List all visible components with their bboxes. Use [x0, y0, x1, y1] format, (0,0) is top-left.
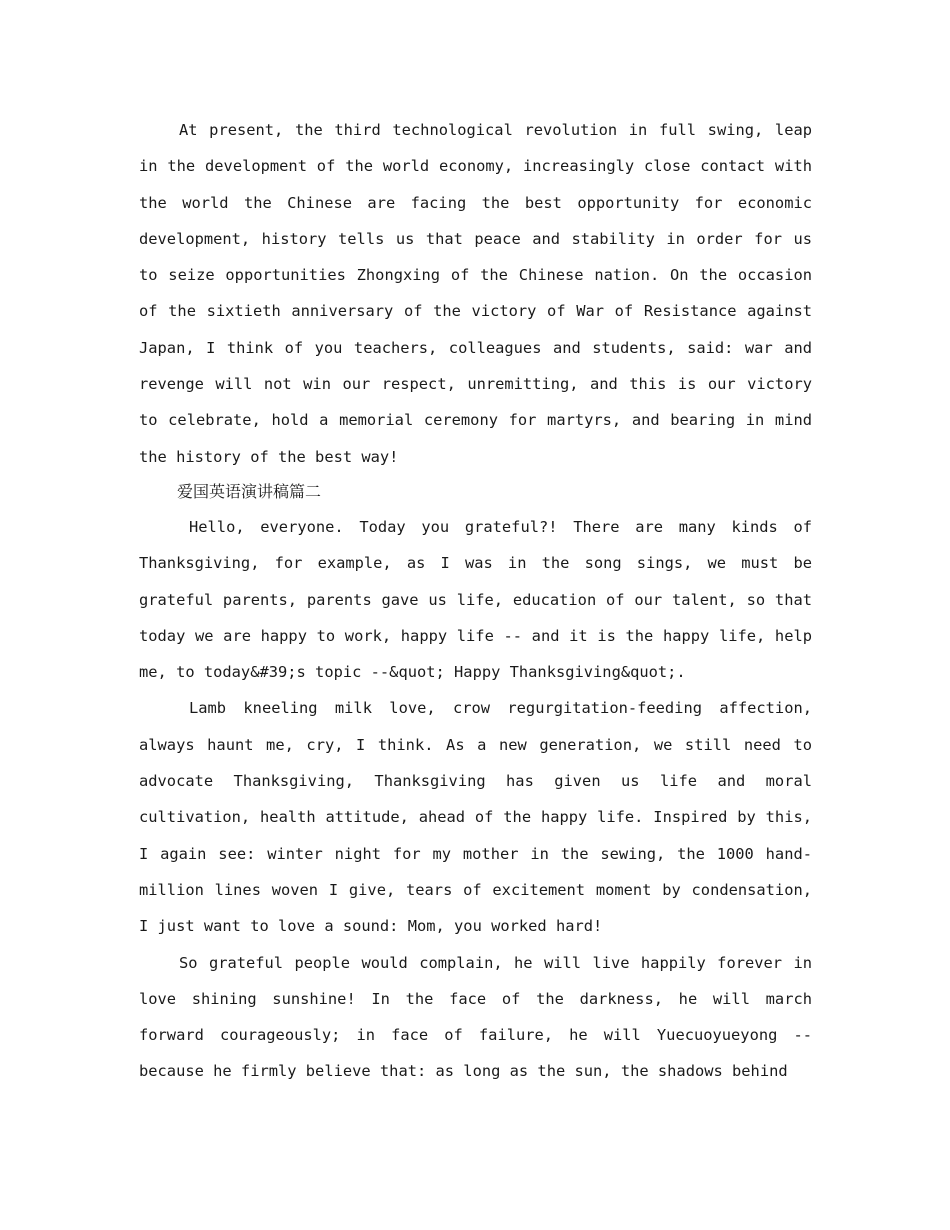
paragraph-lamb-kneeling: Lamb kneeling milk love, crow regurgitation-feeding affection, always haunt me, cry, I think. As a new generation, we still need to advocate Thanksgiving, Thanksgiving has given us life and moral cultivation, health attitude, ahead of the happy life. Inspired by this, I again see: winter night for my mother in the sewing, the 1000 hand-million lines woven I give, tears of excitement moment by condensation, I just want to love a sound: Mom, you worked hard!	[139, 699, 812, 936]
section-heading: 爱国英语演讲稿篇二	[177, 481, 322, 501]
paragraph-peace-history: At present, the third technological revolution in full swing, leap in the development of the world economy, increasingly close contact with the world the Chinese are facing the best opportunity for economic development, history tells us that peace and stability in order for us to seize opportunities Zhongxing of the Chinese nation. On the occasion of the sixtieth anniversary of the victory of War of Resistance against Japan, I think of you teachers, colleagues and students, said: war and revenge will not win our respect, unremitting, and this is our victory to celebrate, hold a memorial ceremony for martyrs, and bearing in mind the history of the best way!	[139, 121, 812, 466]
document-page	[139, 112, 812, 1090]
paragraph-grateful-people: So grateful people would complain, he will live happily forever in love shining sunshine! In the face of the darkness, he will march forward courageously; in face of failure, he will Yuecuoyueyong -- because he firmly believe that: as long as the sun, the shadows behind	[139, 953, 812, 1081]
paragraph-thanksgiving-intro: Hello, everyone. Today you grateful?! There are many kinds of Thanksgiving, for example, as I was in the song sings, we must be grateful parents, parents gave us life, education of our talent, so that today we are happy to work, happy life -- and it is the happy life, help me, to today&#39;s topic --&quot; Happy Thanksgiving&quot;.	[139, 517, 812, 682]
